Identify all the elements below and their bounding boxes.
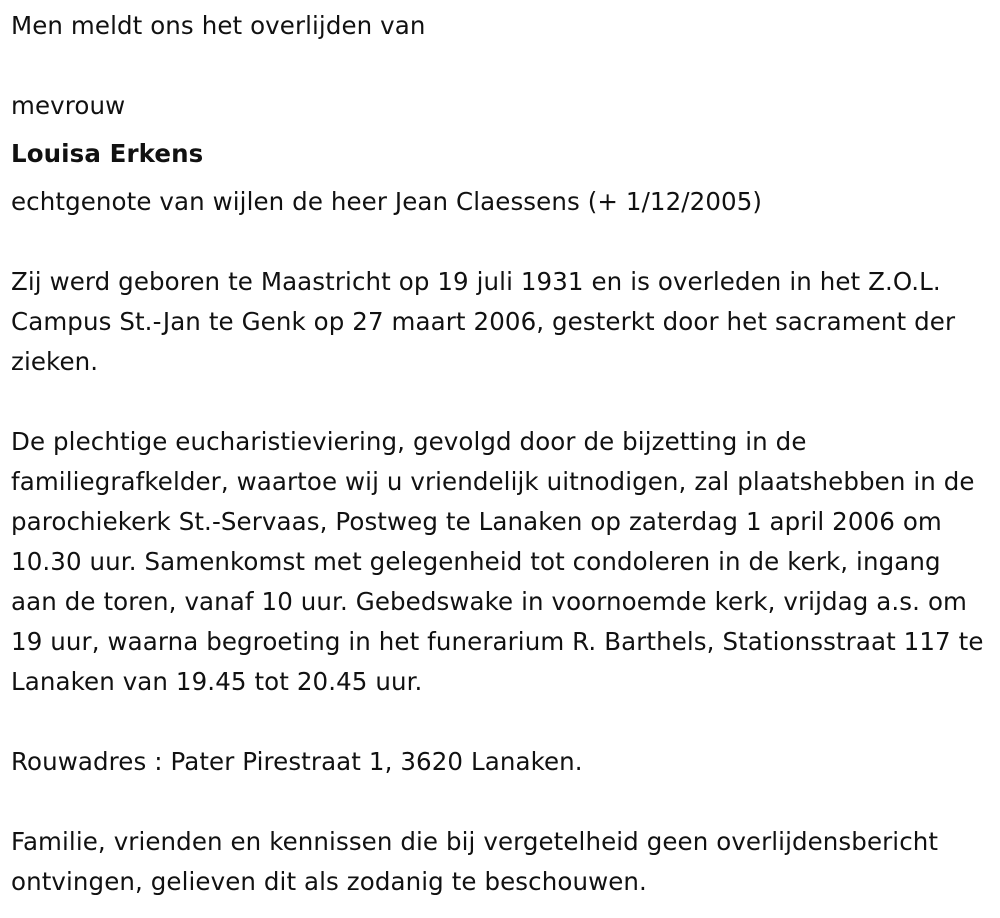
closing-paragraph: Familie, vrienden en kennissen die bij vergetelheid geen overlijdensbericht ontvingen, gelieven dit als zodanig te beschouwen. bbox=[11, 827, 939, 896]
ceremony-paragraph: De plechtige eucharistieviering, gevolgd door de bijzetting in de familiegrafkelder, waartoe wij u vriendelijk uitnodigen, zal plaatshebben in de parochiekerk St.-Servaas, Postweg te Lanaken op zaterdag 1 april 2006 om 10.30 uur. Samenkomst met gelegenheid tot condoleren in de kerk, ingang aan de toren, vanaf 10 uur. Gebedswake in voornoemde kerk, vrijdag a.s. om 19 uur, waarna begroeting in het funerarium R. Barthels, Stationsstraat 117 te Lanaken van 19.45 tot 20.45 uur. bbox=[11, 427, 984, 696]
birth-death-paragraph: Zij werd geboren te Maastricht op 19 juli 1931 en is overleden in het Z.O.L. Campus St.-Jan te Genk op 27 maart 2006, gesterkt door het sacrament der zieken. bbox=[11, 267, 956, 376]
spouse-line: echtgenote van wijlen de heer Jean Claessens (+ 1/12/2005) bbox=[11, 187, 763, 216]
death-notice bbox=[11, 6, 986, 902]
deceased-name: Louisa Erkens bbox=[11, 139, 204, 168]
address-line: Rouwadres : Pater Pirestraat 1, 3620 Lanaken. bbox=[11, 747, 583, 776]
intro-line: Men meldt ons het overlijden van bbox=[11, 11, 426, 40]
honorific: mevrouw bbox=[11, 91, 126, 120]
